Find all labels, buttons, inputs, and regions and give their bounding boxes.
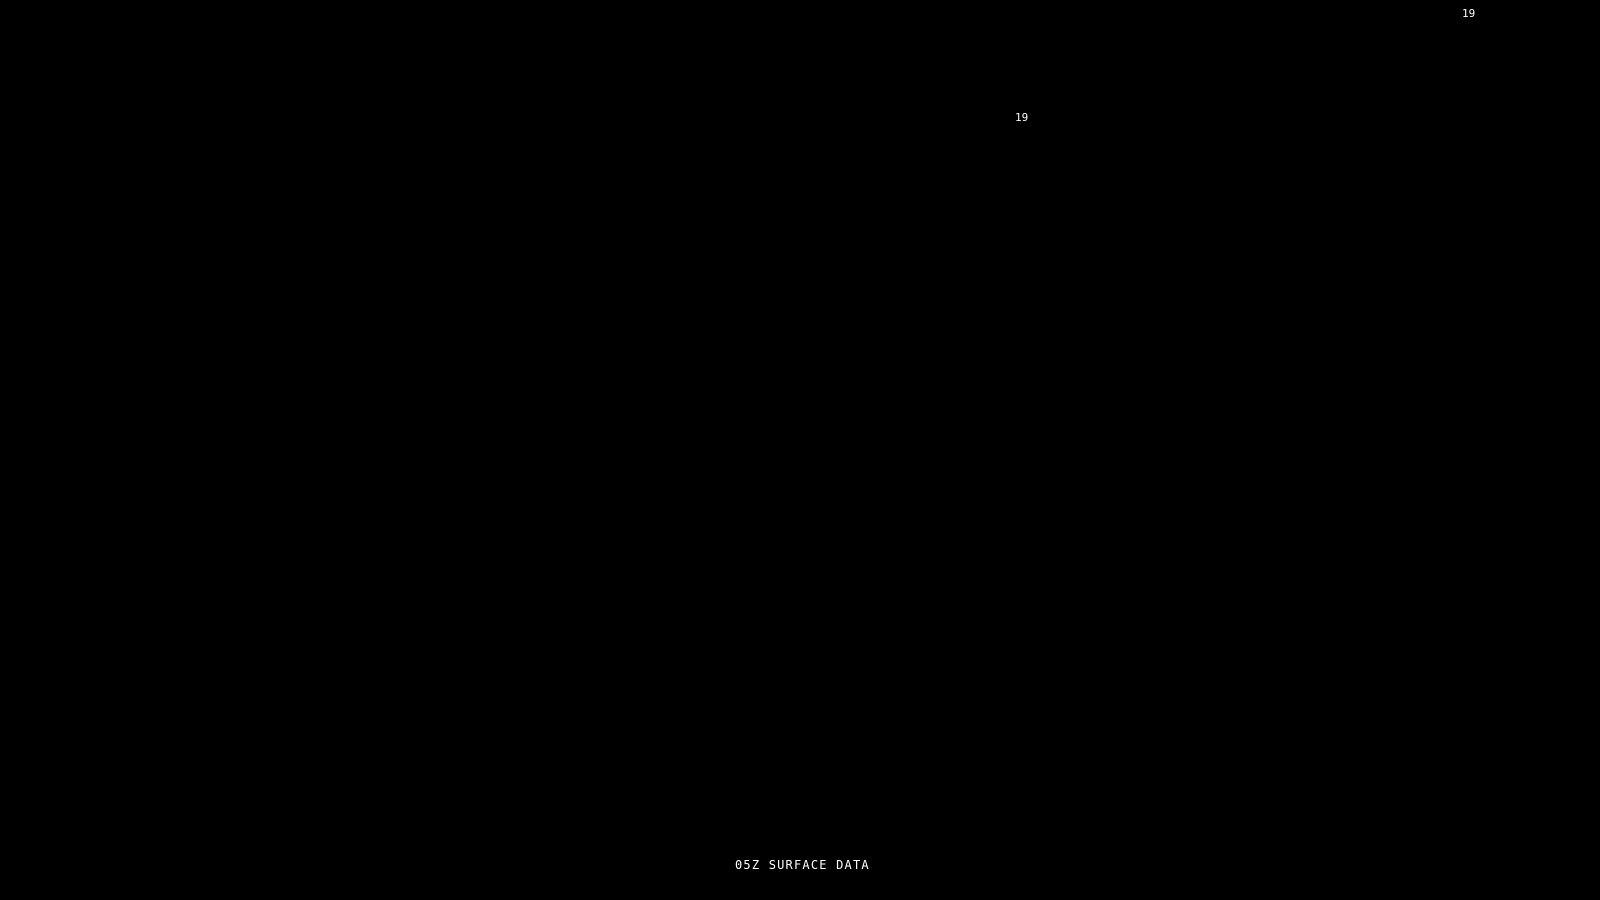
map-caption: 05Z SURFACE DATA (735, 858, 870, 872)
station-observation-temperature: 19 (1015, 111, 1029, 124)
station-observation-temperature: 19 (1462, 7, 1476, 20)
